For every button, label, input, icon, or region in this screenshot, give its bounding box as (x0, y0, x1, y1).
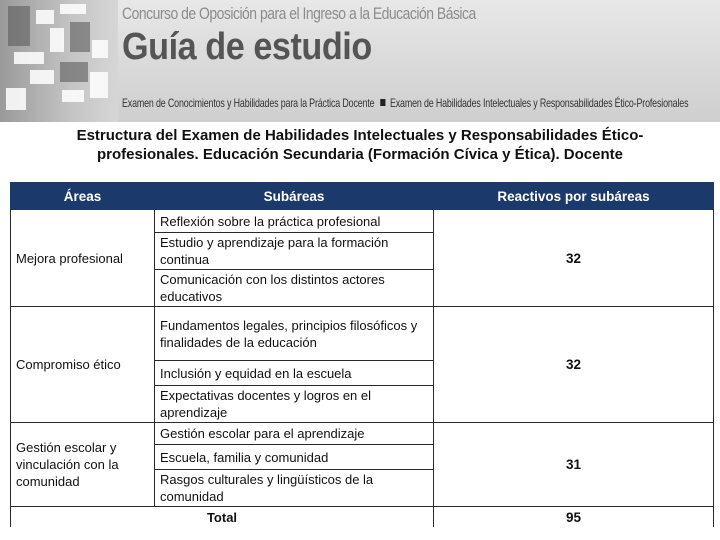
document-title-line2: profesionales. Educación Secundaria (Formación Cívica y Ética). Docente (97, 146, 623, 163)
document-title-line1: Estructura del Examen de Habilidades Intelectuales y Responsabilidades Ético- (76, 127, 644, 144)
exam-structure-table (10, 182, 714, 527)
table-row (11, 307, 714, 361)
banner-decorative-image (0, 0, 118, 122)
table-row (11, 423, 714, 445)
subarea-cell: Fundamentos legales, principios filosóficos y finalidades de la educación (155, 307, 434, 361)
banner-subtitle (122, 96, 688, 110)
table-header-row (11, 183, 714, 210)
total-label-cell: Total (11, 507, 434, 528)
subarea-cell: Escuela, familia y comunidad (155, 445, 434, 470)
area-cell: Mejora profesional (11, 210, 155, 307)
square-bullet-icon (380, 99, 385, 106)
reactivos-count-cell: 31 (434, 423, 714, 507)
total-value-cell: 95 (434, 507, 714, 528)
banner-subtitle-left: Examen de Conocimientos y Habilidades para la Práctica Docente (122, 96, 375, 110)
header-banner (0, 0, 720, 122)
column-header-areas: Áreas (11, 183, 155, 210)
area-cell: Gestión escolar y vinculación con la comunidad (11, 423, 155, 507)
column-header-reactivos: Reactivos por subáreas (434, 183, 714, 210)
subarea-cell: Gestión escolar para el aprendizaje (155, 423, 434, 445)
subarea-cell: Reflexión sobre la práctica profesional (155, 210, 434, 233)
subarea-cell: Inclusión y equidad en la escuela (155, 361, 434, 386)
table-total-row (11, 507, 714, 528)
reactivos-count-cell: 32 (434, 307, 714, 423)
reactivos-count-cell: 32 (434, 210, 714, 307)
table-row (11, 210, 714, 233)
area-cell: Compromiso ético (11, 307, 155, 423)
subarea-cell: Expectativas docentes y logros en el aprendizaje (155, 386, 434, 423)
subarea-cell: Estudio y aprendizaje para la formación continua (155, 233, 434, 270)
column-header-subareas: Subáreas (155, 183, 434, 210)
document-title (0, 126, 720, 164)
banner-subtitle-right: Examen de Habilidades Intelectuales y Responsabilidades Ético-Profesionales (389, 96, 689, 110)
banner-title: Guía de estudio (122, 26, 372, 68)
subarea-cell: Rasgos culturales y lingüísticos de la comunidad (155, 470, 434, 507)
banner-superscript: Concurso de Oposición para el Ingreso a la Educación Básica (122, 4, 476, 23)
subarea-cell: Comunicación con los distintos actores educativos (155, 270, 434, 307)
